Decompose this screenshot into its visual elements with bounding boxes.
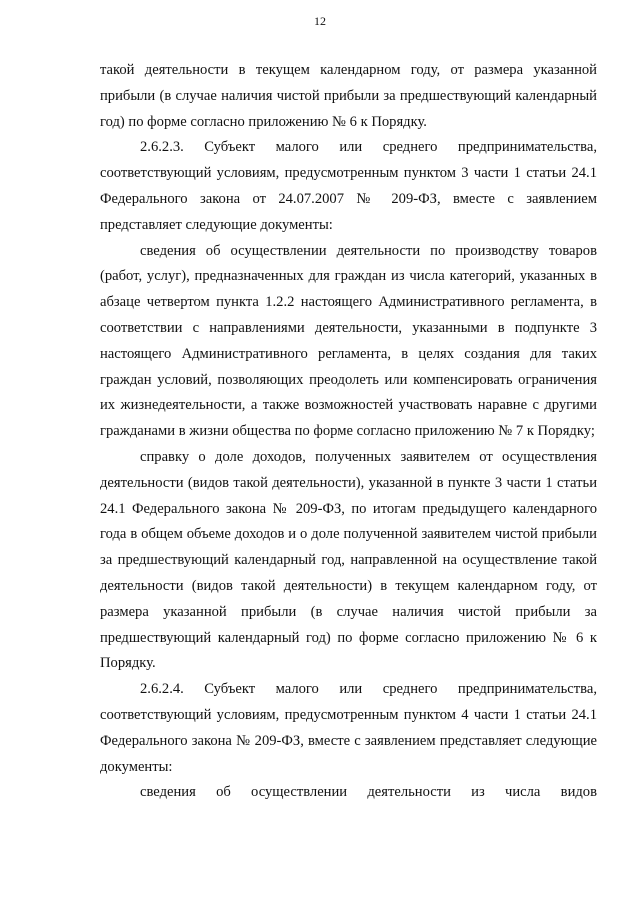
- paragraph-activity-types: сведения об осуществлении деятельности из числа видов: [140, 784, 597, 801]
- paragraph-income-share: справку о доле доходов, полученных заявителем от осуществления деятельности (видов такой деятельности), указанной в пункте 3 части 1 статьи 24.1 Федерального закона № 209-ФЗ, по итогам предыдущего календарного года в общем объеме доходов и о доле полученной заявителем чистой прибыли за предшествующий календарный год, направленной на осуществление такой деятельности (видов такой деятельности) в текущем календарном году, от размера указанной прибыли (в случае наличия чистой прибыли за предшествующий календарный год) по форме согласно приложению № 6 к Порядку.: [100, 448, 597, 672]
- paragraph-section-2-6-2-4: 2.6.2.4. Субъект малого или среднего предпринимательства, соответствующий условиям, предусмотренным пунктом 4 части 1 статьи 24.1 Федерального закона № 209-ФЗ, вместе с заявлением представляет следующие документы:: [100, 681, 597, 775]
- page-number: 12: [314, 14, 326, 28]
- paragraph-activity-info: сведения об осуществлении деятельности по производству товаров (работ, услуг), предназначенных для граждан из числа категорий, указанных в абзаце четвертом пункта 1.2.2 настоящего Административного регламента, в соответствии с направлениями деятельности, указанными в подпункте 3 настоящего Административного регламента, в целях создания для таких граждан условий, позволяющих преодолеть или компенсировать ограничения их жизнедеятельности, а также возможностей участвовать наравне с другими гражданами в жизни общества по форме согласно приложению № 7 к Порядку;: [100, 242, 597, 440]
- paragraph-continuation: такой деятельности в текущем календарном году, от размера указанной прибыли (в случае наличия чистой прибыли за предшествующий календарный год) по форме согласно приложению № 6 к Порядку.: [100, 62, 597, 130]
- paragraph-section-2-6-2-3: 2.6.2.3. Субъект малого или среднего предпринимательства, соответствующий условиям, предусмотренным пунктом 3 части 1 статьи 24.1 Федерального закона от 24.07.2007 № 209-ФЗ, вместе с заявлением представляет следующие документы:: [100, 139, 597, 233]
- document-body: [100, 58, 597, 806]
